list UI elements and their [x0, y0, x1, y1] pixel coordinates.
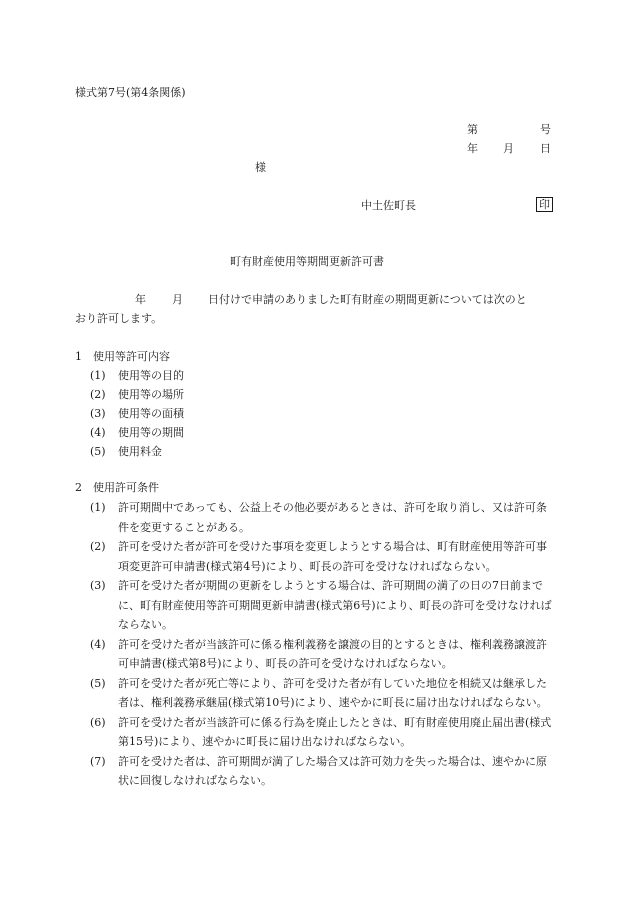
- list-item: [90, 713, 555, 752]
- item-text: 使用等の目的: [118, 369, 184, 382]
- addressee-suffix: 様: [255, 161, 266, 174]
- item-text: 許可を受けた者が許可を受けた事項を変更しようとする場合は、町有財産使用等許可事項変更許可申請書(様式第4号)により、町長の許可を受けなければならない。: [118, 540, 547, 573]
- list-item: [90, 423, 552, 442]
- list-item: [90, 498, 555, 537]
- issuer-name: 中土佐町長: [361, 199, 416, 212]
- doc-number-prefix: 第: [467, 123, 478, 136]
- date-day: 日: [540, 142, 551, 155]
- list-item: [90, 404, 552, 423]
- list-item: [90, 576, 555, 635]
- list-item: [90, 366, 552, 385]
- item-number: (1): [90, 501, 106, 514]
- section2-list: [90, 498, 555, 791]
- intro-text-line2: おり許可します。: [75, 312, 163, 325]
- list-item: [90, 674, 555, 713]
- date-month: 月: [503, 142, 514, 155]
- item-text: 許可を受けた者は、許可期間が満了した場合又は許可効力を失った場合は、速やかに原状に回復しなければならない。: [118, 754, 547, 787]
- item-number: (6): [90, 715, 106, 729]
- section2-heading: 2 使用許可条件: [75, 481, 159, 494]
- seal-label: 印: [536, 197, 553, 212]
- date-year: 年: [467, 142, 478, 155]
- item-number: (1): [90, 369, 106, 382]
- intro-text-line1: 日付けで申請のありました町有財産の期間更新については次のと: [208, 293, 527, 306]
- item-text: 許可期間中であっても、公益上その他必要があるときは、許可を取り消し、又は許可条件を変更することがある。: [118, 501, 547, 534]
- item-number: (5): [90, 676, 106, 690]
- seal-mark: [536, 197, 553, 212]
- item-number: (4): [90, 426, 106, 439]
- doc-number-suffix: 号: [540, 123, 551, 136]
- list-item: [90, 385, 552, 404]
- list-item: [90, 752, 555, 791]
- item-text: 許可を受けた者が期間の更新をしようとする場合は、許可期間の満了の日の7日前までに、町有財産使用等許可期間更新申請書(様式第6号)により、町長の許可を受けなければならない。: [118, 579, 552, 631]
- form-label: 様式第7号(第4条関係): [75, 86, 186, 99]
- item-number: (2): [90, 540, 106, 553]
- list-item: [90, 635, 555, 674]
- section1-heading: 1 使用等許可内容: [75, 350, 170, 363]
- item-text: 許可を受けた者が当該許可に係る行為を廃止したときは、町有財産使用廃止届出書(様式第15号)により、速やかに町長に届け出なければならない。: [118, 715, 552, 748]
- item-text: 許可を受けた者が当該許可に係る権利義務を譲渡の目的とするときは、権利義務譲渡許可申請書(様式第8号)により、町長の許可を受けなければならない。: [118, 637, 547, 670]
- item-number: (7): [90, 754, 106, 768]
- item-text: 使用等の面積: [118, 407, 184, 420]
- intro-year: 年: [135, 293, 146, 306]
- item-text: 使用等の期間: [118, 426, 184, 439]
- intro-month: 月: [172, 293, 183, 306]
- list-item: [90, 537, 555, 576]
- item-number: (2): [90, 388, 106, 401]
- item-number: (4): [90, 637, 106, 651]
- document-title: 町有財産使用等期間更新許可書: [230, 255, 384, 268]
- section1-list: [90, 366, 552, 461]
- item-number: (3): [90, 407, 106, 420]
- item-number: (3): [90, 579, 106, 592]
- item-text: 許可を受けた者が死亡等により、許可を受けた者が有していた地位を相続又は継承した者は、権利義務承継届(様式第10号)により、速やかに町長に届け出なければならない。: [118, 676, 548, 709]
- item-text: 使用料金: [118, 445, 162, 458]
- list-item: [90, 442, 552, 461]
- item-number: (5): [90, 445, 106, 458]
- item-text: 使用等の場所: [118, 388, 184, 401]
